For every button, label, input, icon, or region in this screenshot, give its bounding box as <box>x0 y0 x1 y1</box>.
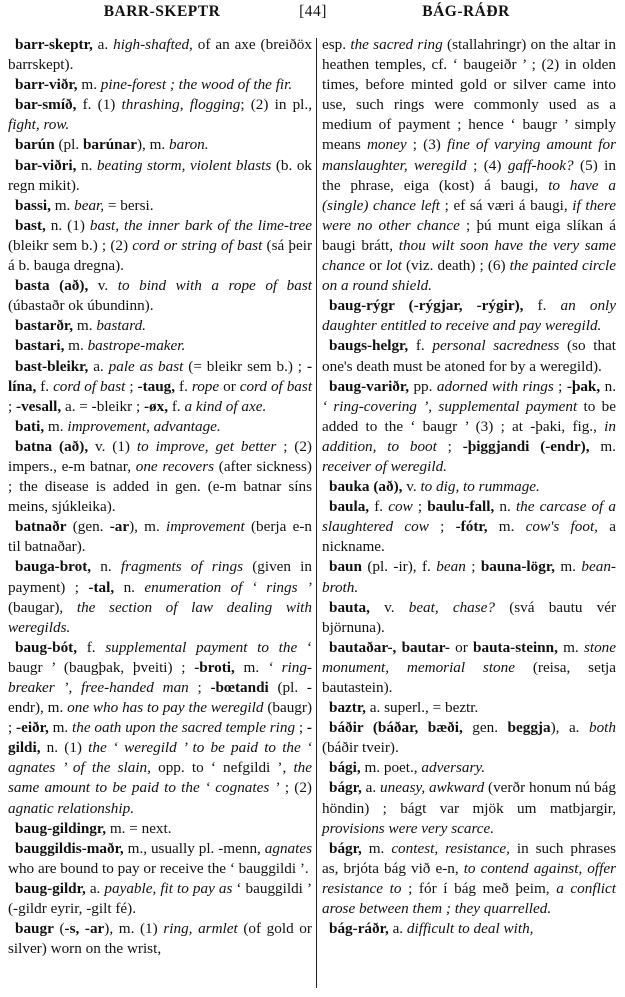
headword: -s, -ar <box>64 920 105 938</box>
entry-text: (after sickness) ; the disease is added in gen. (e-m batnar síns meins, sjúkleika). <box>8 457 312 516</box>
entry-text: ; <box>8 397 17 415</box>
entry-text: m. <box>554 558 582 576</box>
entry-text: ), m. <box>136 136 170 154</box>
entry-text: f. <box>36 377 54 395</box>
entry-text: ‘ bauggildi ’ (-gildr eyrir, -gilt fé). <box>8 879 312 918</box>
definition-text: a conflict arose between them ; they quarrelled. <box>322 879 616 918</box>
entry-text: who are bound to pay or receive the ‘ bauggildi ’. <box>8 859 309 877</box>
definition-text: an only daughter entitled to receive and pay weregild. <box>322 297 616 335</box>
definition-text: the same amount to be paid to the ‘ cognates ’ <box>8 759 312 797</box>
definition-text: bear, <box>74 196 105 214</box>
entry-text: n. <box>76 156 97 174</box>
headword: bauna-lögr, <box>480 558 555 576</box>
headword: -fótr, <box>455 518 488 536</box>
entry-text: ; <box>428 518 456 536</box>
dictionary-entry <box>322 497 616 557</box>
headword: beggja <box>507 719 551 737</box>
dictionary-entry <box>8 839 312 879</box>
definition-text: ‘ ring-covering ’, supplemental payment <box>322 397 578 415</box>
dictionary-entry <box>8 357 312 417</box>
headword: baula, <box>329 498 370 516</box>
right-column <box>322 35 616 939</box>
dictionary-entry <box>322 778 616 838</box>
entry-text: (berja e-n til batnaðar). <box>8 518 312 556</box>
definition-text: contest, resistance, <box>391 839 510 857</box>
entry-text: ; fór í bág með þeim, <box>401 879 557 897</box>
definition-text: baron. <box>169 136 209 154</box>
entry-text: or <box>219 377 240 395</box>
headword: baug-variðr, <box>329 377 410 395</box>
headword: bauggildis-maðr, <box>15 839 124 857</box>
dictionary-entry <box>322 296 616 336</box>
entry-text: (pl. <box>54 136 83 154</box>
entry-text: (báðir tveir). <box>322 739 399 757</box>
definition-text: payable, fit to pay as <box>104 879 233 897</box>
headword: baugs-helgr, <box>329 337 409 355</box>
headword: baun <box>329 558 362 576</box>
headword: bauta-steinn, <box>473 638 558 656</box>
entry-text: (b. ok regn mikit). <box>8 156 313 194</box>
definition-text: rope <box>191 377 220 395</box>
entry-text: of an axe (breiðöx barrskept). <box>8 36 312 74</box>
headword: -þak, <box>566 377 601 395</box>
headword: baug-rýgr (-rýgjar, -rýgir), <box>329 297 524 315</box>
left-guide-word: BARR-SKEPTR <box>103 3 221 20</box>
headword: bágr, <box>329 779 362 797</box>
definition-text: one recovers <box>135 457 215 475</box>
definition-text: one who has to pay the weregild <box>67 699 264 717</box>
entry-text: ‘ baugr ’ (baugþak, þveiti) ; <box>8 638 312 676</box>
headword: barún <box>15 136 55 154</box>
dictionary-entry <box>322 758 616 778</box>
entry-text: (pl. -ir), f. <box>361 558 437 576</box>
headword: baug-bót, <box>15 638 78 656</box>
entry-text: n. <box>91 558 121 576</box>
dictionary-entry <box>322 557 616 597</box>
definition-text: both <box>588 719 616 737</box>
entry-text: ( <box>53 920 65 938</box>
definition-text: pale as bast <box>108 357 184 375</box>
entry-text: (so that one's death must be atoned for by a weregild). <box>322 337 617 375</box>
dictionary-entry <box>8 557 312 637</box>
running-header <box>0 3 625 27</box>
entry-text: a. <box>388 920 407 938</box>
entry-text: (svá bautu vér björnuna). <box>322 598 617 636</box>
headword: bautaðar-, bautar- <box>329 638 450 656</box>
dictionary-entry <box>322 698 616 718</box>
entry-text: ; (2) in pl., <box>240 96 312 114</box>
definition-text: adversary. <box>421 759 486 777</box>
headword: baugr <box>15 920 54 938</box>
headword: baztr, <box>329 699 366 717</box>
entry-text: ; þú munt eiga slíkan á baugi brátt, <box>322 216 616 254</box>
definition-text: bast, the inner bark of the lime-tree <box>89 216 313 234</box>
definition-text: the carcase of a slaughtered cow <box>322 498 616 536</box>
entry-text: to be added to the ‘ baugr ’ (3) ; at -þaki, fig., <box>322 397 616 435</box>
dictionary-entry <box>322 718 616 758</box>
definition-text: cord of bast <box>53 377 126 395</box>
entry-text: f. <box>175 377 192 395</box>
headword: bar-smíð, <box>15 96 77 114</box>
entry-text: pp. <box>409 377 437 395</box>
entry-text: ; (2) impers., e-m batnar, <box>8 437 312 475</box>
definition-text: cow <box>388 498 413 516</box>
definition-text: receiver of weregild. <box>322 457 447 475</box>
entry-text: (= bleikr sem b.) ; <box>183 357 307 375</box>
entry-text: (baugar), <box>8 598 77 616</box>
headword: bauka (að), <box>329 478 403 496</box>
headword: bast-bleikr, <box>15 357 89 375</box>
entry-text: f. <box>168 397 185 415</box>
entry-text: m. <box>487 518 526 536</box>
left-column <box>8 35 312 959</box>
dictionary-entry <box>8 156 312 196</box>
definition-text: bean <box>436 558 466 576</box>
definition-text: beating storm, violent blasts <box>96 156 272 174</box>
dictionary-entry <box>322 919 616 939</box>
definition-text: money <box>366 136 407 154</box>
entry-text: f. <box>77 638 106 656</box>
page-number: [44] <box>299 3 327 20</box>
dictionary-entry <box>322 638 616 698</box>
entry-text: gen. <box>462 719 508 737</box>
entry-text: (baugr) ; <box>8 699 313 737</box>
entry-text: m. <box>77 76 101 94</box>
entry-text: (pl. -endr), m. <box>8 679 312 717</box>
definition-text: stone monument, memorial stone <box>322 638 616 676</box>
definition-text: fine of varying amount for manslaughter, weregild <box>322 136 616 174</box>
headword: baug-gildingr, <box>15 819 107 837</box>
entry-text: f. <box>523 297 561 315</box>
headword: -þiggjandi (-endr), <box>462 437 590 455</box>
headword: baulu-fall, <box>427 498 495 516</box>
definition-text: bastard. <box>96 317 146 335</box>
headword: barúnar <box>82 136 137 154</box>
entry-text: n. <box>494 498 516 516</box>
dictionary-entry <box>322 598 616 638</box>
definition-text: the painted circle on a round shield. <box>322 257 616 295</box>
entry-text: a nickname. <box>322 518 616 556</box>
headword: baug-gildr, <box>15 879 86 897</box>
headword: bág-ráðr, <box>329 920 389 938</box>
entry-text: f. (1) <box>76 96 122 114</box>
column-divider <box>316 38 317 988</box>
headword: bauga-brot, <box>15 558 92 576</box>
definition-text: uneasy, awkward <box>380 779 485 797</box>
entry-text: or <box>449 638 474 656</box>
dictionary-entry <box>8 196 312 216</box>
dictionary-entry <box>8 276 312 316</box>
entry-text: = bersi. <box>104 196 154 214</box>
entry-text: ; <box>412 498 428 516</box>
entry-text: (verðr honum nú bág höndin) ; bágt var mjök um matbjargir, <box>322 779 617 817</box>
headword: bast, <box>15 216 46 234</box>
dictionary-entry <box>8 35 312 75</box>
definition-text: cow's foot, <box>525 518 598 536</box>
entry-text: (viz. death) ; (6) <box>401 257 510 275</box>
entry-text: a. <box>88 357 109 375</box>
definition-text: personal sacredness <box>432 337 560 355</box>
headword: -taug, <box>137 377 176 395</box>
entry-text: v. <box>402 478 421 496</box>
headword: bar-viðri, <box>15 156 77 174</box>
definition-text: adorned with rings <box>436 377 554 395</box>
entry-text: ), a. <box>550 719 589 737</box>
headword: -broti, <box>194 658 235 676</box>
definition-text: the section of law dealing with weregilds. <box>8 598 312 636</box>
definition-text: to dig, to rummage. <box>420 478 540 496</box>
headword: bauta, <box>329 598 370 616</box>
entry-text: m., usually pl. -menn, <box>123 839 265 857</box>
definition-text: agnates <box>264 839 312 857</box>
entry-text: (gen. <box>66 518 110 536</box>
entry-text: m. <box>557 638 584 656</box>
entry-text: ; ef sá væri á baugi, <box>440 196 573 214</box>
dictionary-entry <box>8 819 312 839</box>
entry-text: a. <box>92 36 114 53</box>
entry-text: m. <box>48 719 73 737</box>
dictionary-entry <box>8 919 312 959</box>
entry-text: a. superl., = beztr. <box>365 699 479 717</box>
dictionary-entry <box>8 216 312 276</box>
entry-text: (bleikr sem b.) ; (2) <box>8 236 133 254</box>
definition-text: fragments of rings <box>120 558 244 576</box>
headword: -bœtandi <box>210 679 269 696</box>
definition-text: in addition, to boot <box>322 417 616 455</box>
headword: batna (að), <box>15 437 89 455</box>
definition-text: the oath upon the sacred temple ring <box>72 719 296 737</box>
headword: -lína, <box>8 357 312 395</box>
entry-text: m. <box>589 437 616 455</box>
dictionary-entry <box>8 437 312 517</box>
entry-text: (stallahringr) on the altar in heathen temples, cf. ‘ baugeiðr ’ ; (2) in olden times, before minted gold or silver came into use, such rings were commonly used as a medium of payment ; hence ‘ baugr ’ simply means <box>322 36 616 154</box>
entry-text: in such phrases as, brjóta bág við e-n, <box>322 839 616 877</box>
definition-text: ring, armlet <box>163 920 238 938</box>
entry-text: ; <box>188 679 211 696</box>
definition-text: thrashing, flogging <box>121 96 241 114</box>
dictionary-entry <box>322 377 616 477</box>
entry-text: ; <box>295 719 307 737</box>
definition-text: beat, chase? <box>408 598 496 616</box>
definition-text: pine-forest ; the wood of the fir. <box>100 76 293 94</box>
entry-text: v. <box>88 277 118 295</box>
dictionary-entry <box>8 95 312 135</box>
entry-text: n. <box>600 377 616 395</box>
entry-text: or <box>365 257 386 275</box>
definition-text: to have a (single) chance left <box>322 176 616 214</box>
definition-text: bean-broth. <box>322 558 616 596</box>
definition-text: to improve, get better <box>136 437 277 455</box>
dictionary-entry <box>8 336 312 356</box>
headword: -ar <box>109 518 130 536</box>
headword: -gildi, <box>8 719 312 757</box>
entry-text: ; (3) <box>406 136 448 154</box>
definition-text: cord or string of bast <box>132 236 263 254</box>
entry-text: (reisa, setja bautastein). <box>322 658 617 696</box>
headword: -eiðr, <box>16 719 49 737</box>
definition-text: ‘ ring-breaker ’, free-handed man <box>8 658 312 696</box>
definition-text: supplemental payment to the <box>105 638 298 656</box>
entry-text: (given in payment) ; <box>8 558 312 596</box>
headword: bastarðr, <box>15 317 74 335</box>
definition-text: provisions were very scarce. <box>322 819 495 837</box>
headword: bastari, <box>15 337 65 355</box>
entry-text: m. <box>234 658 268 676</box>
definition-text: the sacred ring <box>350 36 443 53</box>
dictionary-entry <box>8 75 312 95</box>
headword: basta (að), <box>15 277 89 295</box>
dictionary-entry <box>8 517 312 557</box>
entry-text: m. = next. <box>106 819 172 837</box>
entry-continuation <box>322 35 616 296</box>
definition-text: gaff-hook? <box>507 156 574 174</box>
entry-text: n. <box>114 578 145 596</box>
definition-text: agnatic relationship. <box>8 799 134 817</box>
definition-text: a kind of axe. <box>184 397 267 415</box>
definition-text: enumeration of ‘ rings ’ <box>144 578 312 596</box>
definition-text: the ‘ weregild ’ to be paid to the ‘ agnates ’ of the slain, <box>8 739 312 777</box>
entry-text: (of gold or silver) worn on the wrist, <box>8 920 312 958</box>
entry-text: m. <box>73 317 97 335</box>
definition-text: fight, row. <box>8 116 70 134</box>
definition-text: high-shafted, <box>113 36 193 53</box>
definition-text: difficult to deal with, <box>406 920 534 938</box>
entry-text: (sá þeir á b. bauga dregna). <box>8 236 313 275</box>
dictionary-entry <box>8 638 312 819</box>
headword: -øx, <box>143 397 169 415</box>
entry-text: ; <box>465 558 481 576</box>
entry-text: v. (1) <box>88 437 137 455</box>
entry-text: opp. to ‘ nefgildi ’, <box>150 759 294 777</box>
entry-text: a. <box>85 879 105 897</box>
entry-text: m. poet., <box>360 759 422 777</box>
definition-text: improvement, advantage. <box>67 417 221 435</box>
definition-text: to bind with a rope of bast <box>117 277 312 295</box>
entry-text: esp. <box>322 36 351 53</box>
definition-text: thou wilt soon have the very same chance <box>322 236 616 275</box>
dictionary-entry <box>8 417 312 437</box>
entry-text: n. (1) <box>40 739 89 757</box>
dictionary-entry <box>322 839 616 919</box>
entry-text: m. <box>50 196 75 214</box>
headword: bati, <box>15 417 45 435</box>
entry-text: a. = -bleikr ; <box>61 397 144 415</box>
entry-text: f. <box>408 337 433 355</box>
definition-text: if there were no other chance <box>322 196 616 234</box>
headword: barr-viðr, <box>15 76 78 94</box>
entry-text: m. <box>44 417 68 435</box>
headword: bassi, <box>15 196 51 214</box>
entry-text: m. <box>64 337 88 355</box>
headword: bágr, <box>329 839 362 857</box>
entry-text: ; (2) <box>279 779 312 797</box>
dictionary-entry <box>322 336 616 376</box>
entry-text: f. <box>369 498 389 516</box>
entry-text: ; <box>125 377 138 395</box>
entry-text: v. <box>369 598 409 616</box>
entry-text: (5) in the phrase, eiga (kost) á baugi, <box>322 156 616 194</box>
headword: bági, <box>329 759 361 777</box>
headword: -tal, <box>88 578 115 596</box>
headword: báðir (báðar, bæði, <box>329 719 463 737</box>
definition-text: to contend against, offer resistance to <box>322 859 616 897</box>
headword: batnaðr <box>15 518 67 536</box>
definition-text: bastrope-maker. <box>87 337 186 355</box>
dictionary-entry <box>322 477 616 497</box>
dictionary-entry <box>8 879 312 919</box>
entry-text: a. <box>361 779 381 797</box>
dictionary-entry <box>8 135 312 155</box>
entry-text: ; <box>436 437 463 455</box>
entry-text: ; <box>553 377 567 395</box>
dictionary-entry <box>8 316 312 336</box>
right-guide-word: BÁG-RÁÐR <box>422 3 510 20</box>
definition-text: improvement <box>166 518 245 536</box>
entry-text: ), m. (1) <box>104 920 164 938</box>
entry-text: m. <box>361 839 392 857</box>
definition-text: lot <box>385 257 402 275</box>
headword: -vesall, <box>16 397 62 415</box>
headword: barr-skeptr, <box>15 36 93 53</box>
entry-text: (úbastaðr ok úbundinn). <box>8 297 154 315</box>
entry-text: ), m. <box>129 518 167 536</box>
entry-text: ; (4) <box>466 156 508 174</box>
entry-text: n. (1) <box>45 216 90 234</box>
definition-text: cord of bast <box>239 377 313 395</box>
